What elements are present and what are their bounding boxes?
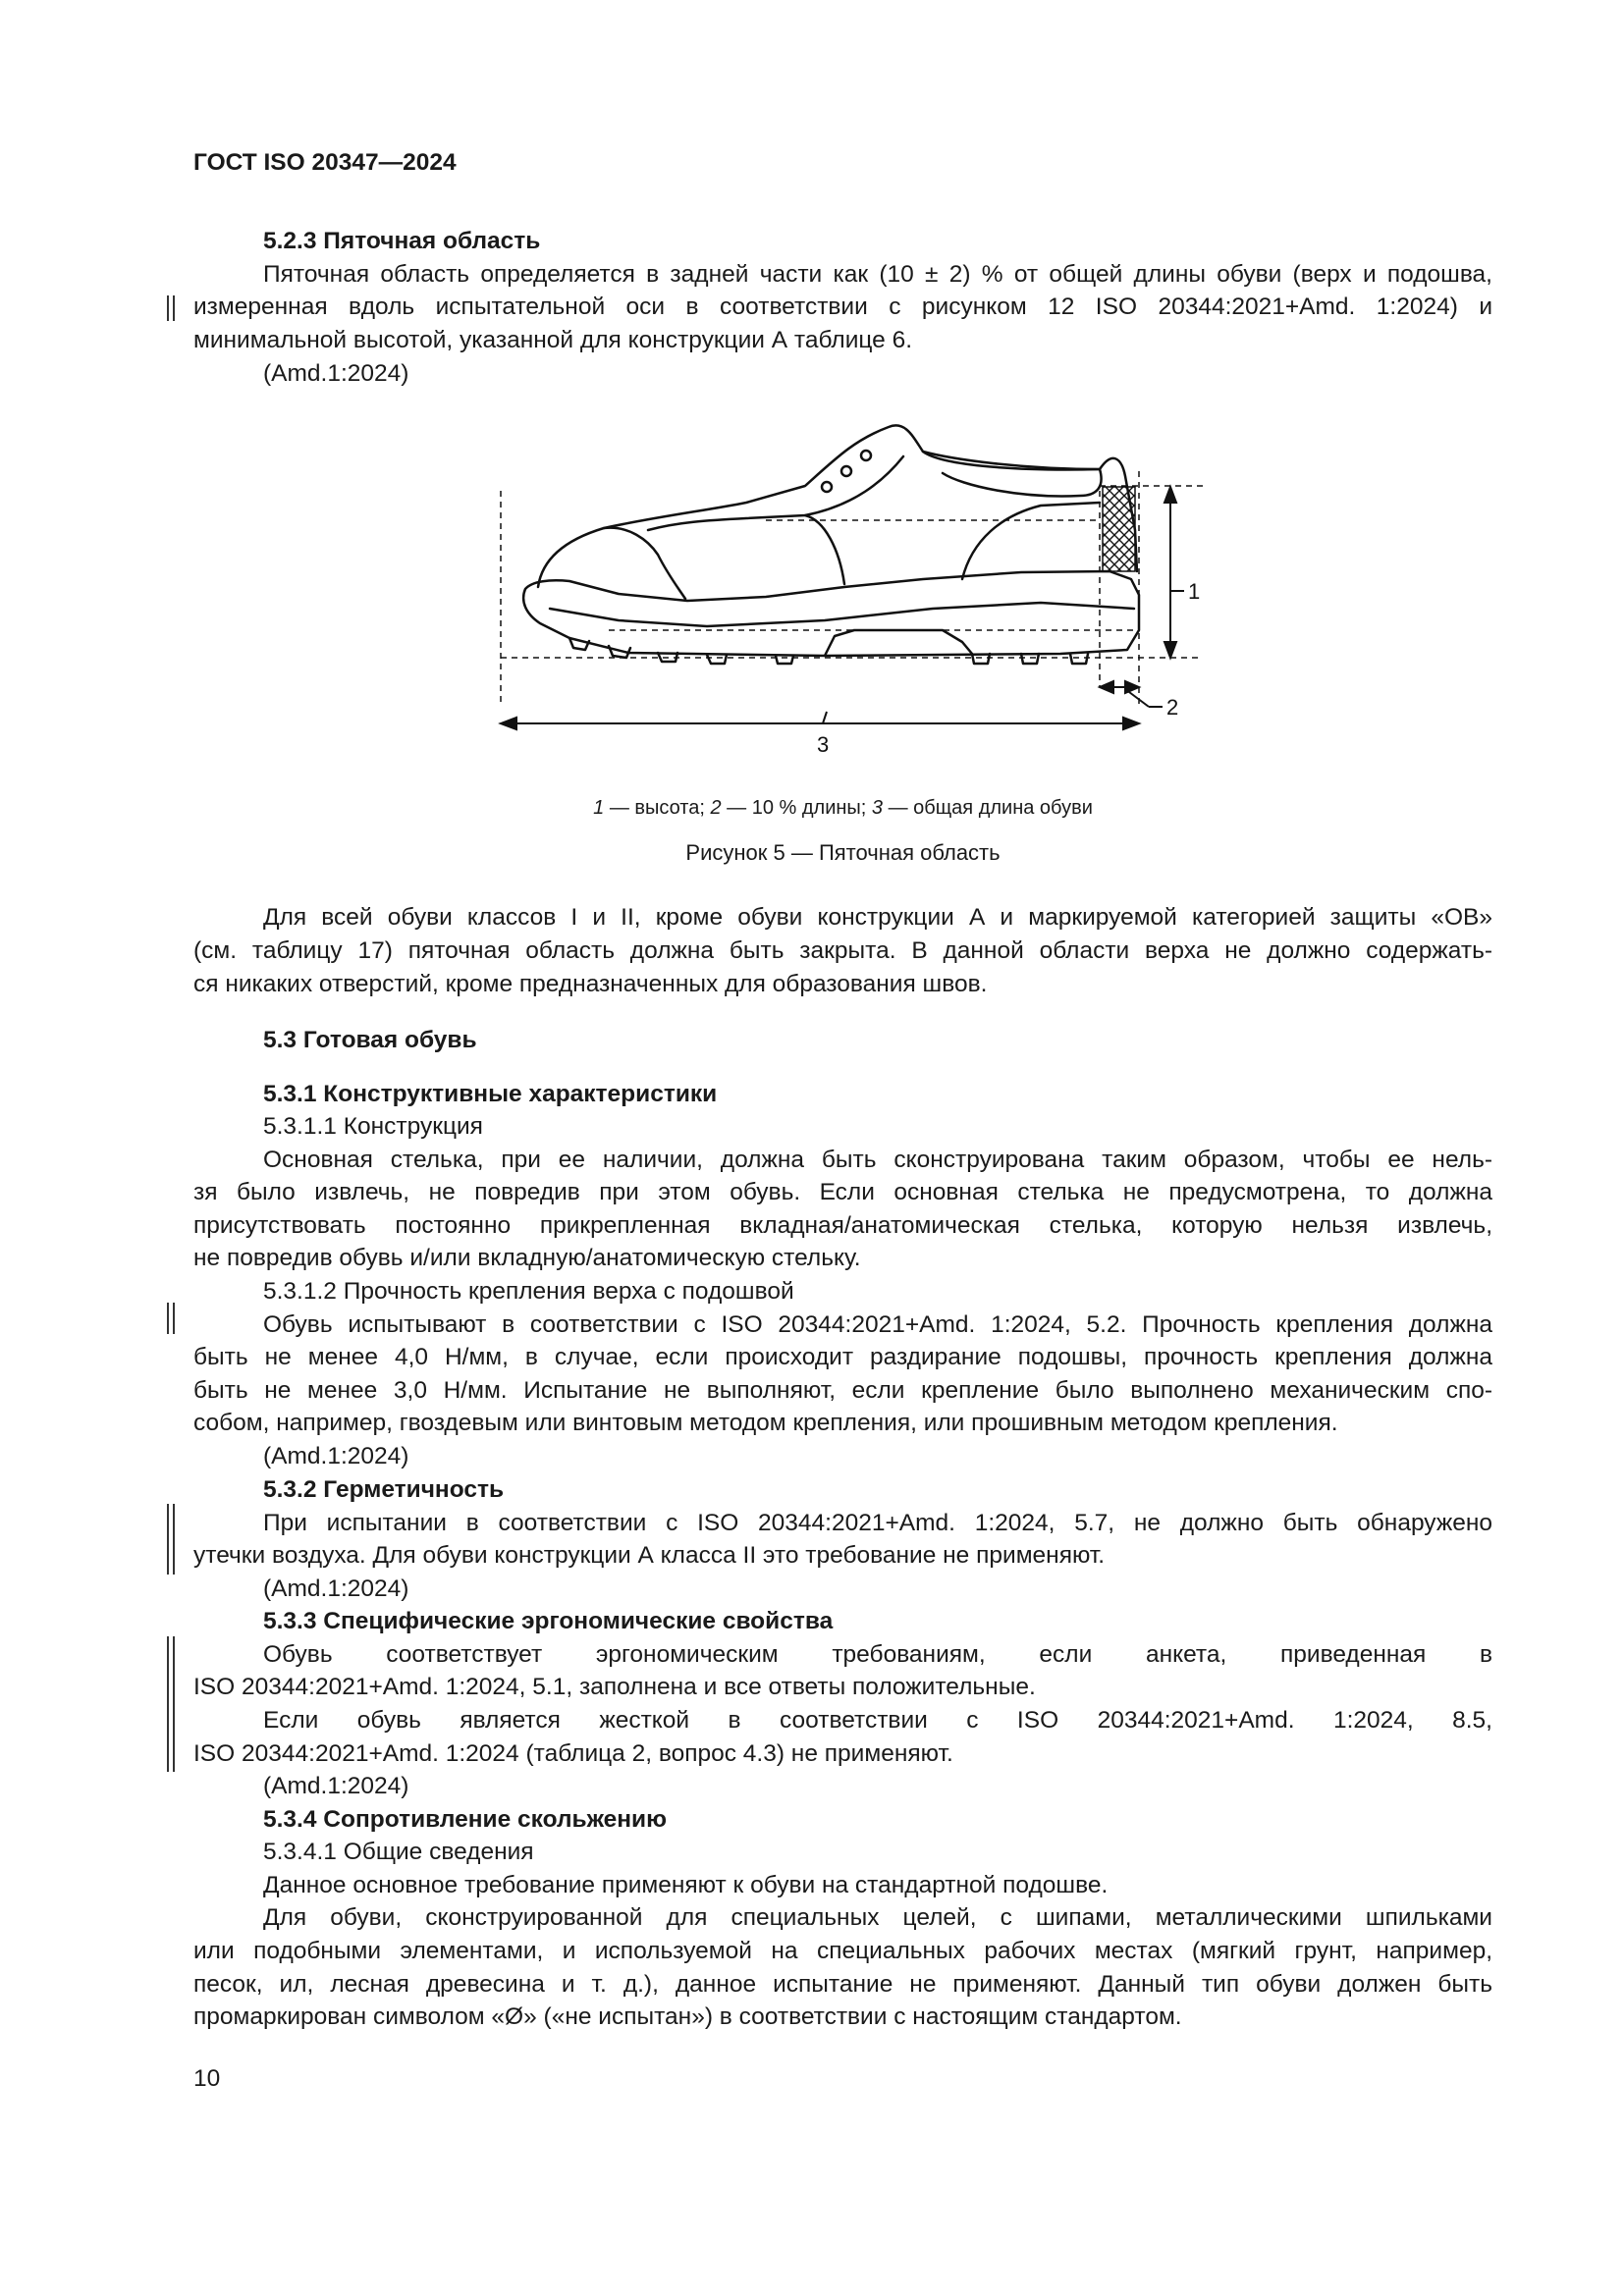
paragraph-line: ISO 20344:2021+Amd. 1:2024, 5.1, заполнена и все ответы положительные.: [193, 1674, 1036, 1700]
sole-midline: [550, 603, 1134, 626]
paragraph-line: зя было извлечь, не повредив при этом обувь. Если основная стелька не предусмотрена, то должна: [193, 1179, 1492, 1205]
change-bar: [173, 1303, 175, 1334]
change-bar: [173, 1504, 175, 1575]
paragraph-line: Для всей обуви классов I и II, кроме обуви конструкции А и маркируемой категорией защиты «OB»: [263, 904, 1492, 931]
paragraph-line: Данное основное требование применяют к обуви на стандартной подошве.: [263, 1872, 1109, 1898]
change-bar: [167, 1636, 169, 1772]
paragraph-line: минимальной высотой, указанной для конструкции А таблице 6.: [193, 327, 912, 353]
paragraph-line: ISO 20344:2021+Amd. 1:2024 (таблица 2, вопрос 4.3) не применяют.: [193, 1740, 953, 1767]
heel-area-figure: [511, 412, 1201, 766]
change-bar: [167, 1504, 169, 1575]
section-heading-5-3-3: 5.3.3 Специфические эргономические свойства: [263, 1608, 834, 1634]
counter-line: [962, 503, 1100, 579]
amendment-note: (Amd.1:2024): [263, 1443, 409, 1469]
subsection-heading: 5.3.4.1 Общие сведения: [263, 1839, 534, 1865]
paragraph-line: Обувь испытывают в соответствии с ISO 20344:2021+Amd. 1:2024, 5.2. Прочность крепления должна: [263, 1311, 1492, 1338]
figure-label-1: 1: [1188, 579, 1201, 604]
paragraph-line: быть не менее 4,0 Н/мм, в случае, если происходит раздирание подошвы, прочность крепления должна: [193, 1344, 1492, 1370]
paragraph-line: не повредив обувь и/или вкладную/анатомическую стельку.: [193, 1245, 861, 1271]
toe-cap: [604, 528, 685, 599]
amendment-note: (Amd.1:2024): [263, 1575, 409, 1602]
change-bar: [167, 295, 169, 321]
document-code: ГОСТ ISO 20347—2024: [193, 149, 457, 176]
paragraph-line: Для обуви, сконструированной для специальных целей, с шипами, металлическими шпильками: [263, 1904, 1492, 1931]
change-bar: [167, 1303, 169, 1334]
paragraph-line: измеренная вдоль испытательной оси в соответствии с рисунком 12 ISO 20344:2021+Amd. 1:2024) и: [193, 294, 1492, 320]
section-heading-5-3-4: 5.3.4 Сопротивление скольжению: [263, 1806, 668, 1833]
page-number: 10: [193, 2065, 221, 2092]
paragraph-line: песок, ил, лесная древесина и т. д.), данное испытание не применяют. Данный тип обуви должен быть: [193, 1971, 1492, 1998]
figure-title: Рисунок 5 — Пяточная область: [685, 840, 1001, 865]
paragraph-line: Если обувь является жесткой в соответствии с ISO 20344:2021+Amd. 1:2024, 8.5,: [263, 1707, 1492, 1734]
sole-tread: [569, 638, 1088, 664]
figure-legend: 1 — высота; 2 — 10 % длины; 3 — общая длина обуви: [593, 797, 1093, 819]
paragraph-line: промаркирован символом «Ø» («не испытан») в соответствии с настоящим стандартом.: [193, 2003, 1182, 2030]
section-heading-5-3: 5.3 Готовая обувь: [263, 1027, 477, 1053]
section-heading-5-3-1: 5.3.1 Конструктивные характеристики: [263, 1081, 718, 1107]
collar: [923, 452, 1102, 496]
subsection-heading: 5.3.1.2 Прочность крепления верха с подошвой: [263, 1278, 794, 1305]
paragraph-line: собом, например, гвоздевым или винтовым методом крепления, или прошивным методом крепления.: [193, 1410, 1338, 1436]
quarter-line: [805, 515, 844, 584]
subsection-heading: 5.3.1.1 Конструкция: [263, 1113, 483, 1140]
figure-label-2: 2: [1166, 695, 1179, 720]
paragraph-line: присутствовать постоянно прикрепленная вкладная/анатомическая стелька, которую нельзя извлечь,: [193, 1212, 1492, 1239]
paragraph-line: Основная стелька, при ее наличии, должна быть сконструирована таким образом, чтобы ее нель-: [263, 1147, 1492, 1173]
amendment-note: (Amd.1:2024): [263, 1773, 409, 1799]
change-bar: [173, 295, 175, 321]
paragraph-line: При испытании в соответствии с ISO 20344:2021+Amd. 1:2024, 5.7, не должно быть обнаружено: [263, 1510, 1492, 1536]
paragraph-line: (см. таблицу 17) пяточная область должна быть закрыта. В данной области верха не должно содержать-: [193, 937, 1492, 964]
section-heading-5-2-3: 5.2.3 Пяточная область: [263, 228, 541, 254]
amendment-note: (Amd.1:2024): [263, 360, 409, 387]
paragraph-line: ся никаких отверстий, кроме предназначенных для образования швов.: [193, 971, 988, 997]
figure-label-3: 3: [817, 732, 830, 757]
section-heading-5-3-2: 5.3.2 Герметичность: [263, 1476, 505, 1503]
change-bar: [173, 1636, 175, 1772]
sole-shank: [825, 630, 972, 656]
paragraph-line: утечки воздуха. Для обуви конструкции А класса II это требование не применяют.: [193, 1542, 1106, 1569]
paragraph-line: Обувь соответствует эргономическим требованиям, если анкета, приведенная в: [263, 1641, 1492, 1668]
heel-area-hatch: [1103, 487, 1135, 571]
paragraph-line: или подобными элементами, и используемой на специальных рабочих местах (мягкий грунт, например,: [193, 1938, 1492, 1964]
paragraph-line: Пяточная область определяется в задней части как (10 ± 2) % от общей длины обуви (верх и подошва,: [263, 261, 1492, 288]
paragraph-line: быть не менее 3,0 Н/мм. Испытание не выполняют, если крепление было выполнено механическим спо-: [193, 1377, 1492, 1404]
